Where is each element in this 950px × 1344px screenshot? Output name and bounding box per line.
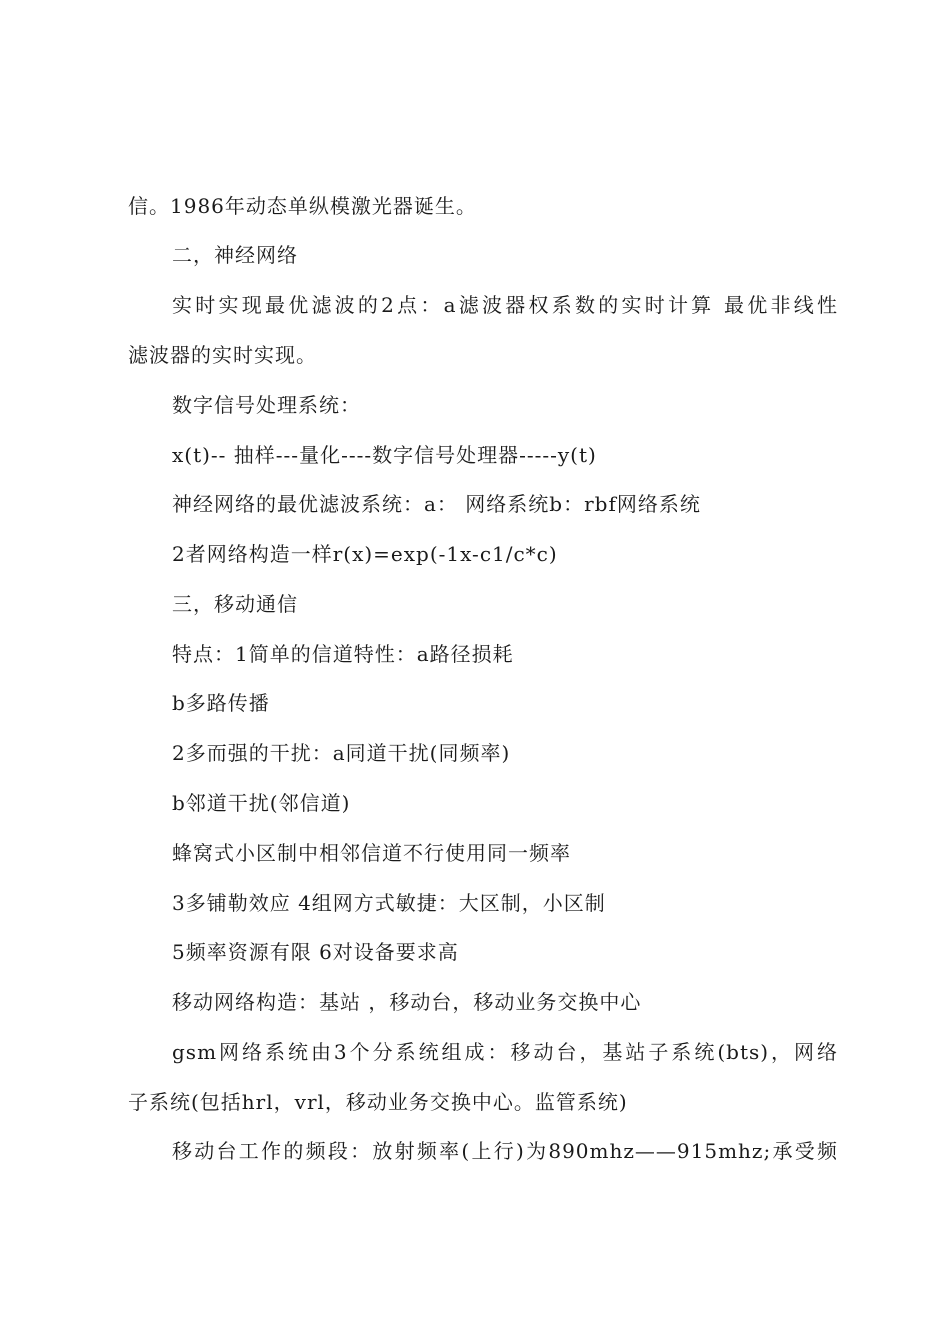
paragraph-line: gsm网络系统由3个分系统组成：移动台，基站子系统(bts)，网络 — [172, 1040, 838, 1064]
paragraph-line: b邻道干扰(邻信道) — [172, 791, 351, 815]
paragraph-line: 3多铺勒效应 4组网方式敏捷：大区制，小区制 — [172, 891, 606, 915]
paragraph-line: 数字信号处理系统： — [172, 393, 361, 417]
paragraph-line: 信。1986年动态单纵模激光器诞生。 — [128, 194, 477, 218]
paragraph-line: 蜂窝式小区制中相邻信道不行使用同一频率 — [172, 841, 571, 865]
paragraph-line: 滤波器的实时实现。 — [128, 343, 317, 367]
paragraph-line: 实时实现最优滤波的2点：a滤波器权系数的实时计算 最优非线性 — [172, 293, 838, 317]
paragraph-line: 移动台工作的频段：放射频率(上行)为890mhz——915mhz;承受频 — [172, 1139, 838, 1163]
paragraph-line: 2多而强的干扰：a同道干扰(同频率) — [172, 741, 511, 765]
paragraph-line: 移动网络构造：基站 ，移动台，移动业务交换中心 — [172, 990, 642, 1014]
paragraph-line: 特点：1简单的信道特性：a路径损耗 — [172, 642, 514, 666]
section-heading: 三，移动通信 — [172, 592, 298, 616]
paragraph-line: 2者网络构造一样r(x)=exp(-1x-c1/c*c) — [172, 542, 558, 566]
section-heading: 二，神经网络 — [172, 243, 298, 267]
paragraph-line: x(t)-- 抽样---量化----数字信号处理器-----y(t) — [172, 443, 597, 467]
paragraph-line: b多路传播 — [172, 691, 270, 715]
paragraph-line: 5频率资源有限 6对设备要求高 — [172, 940, 459, 964]
paragraph-line: 神经网络的最优滤波系统：a： 网络系统b：rbf网络系统 — [172, 492, 701, 516]
paragraph-line: 子系统(包括hrl，vrl，移动业务交换中心。监管系统) — [128, 1090, 628, 1114]
